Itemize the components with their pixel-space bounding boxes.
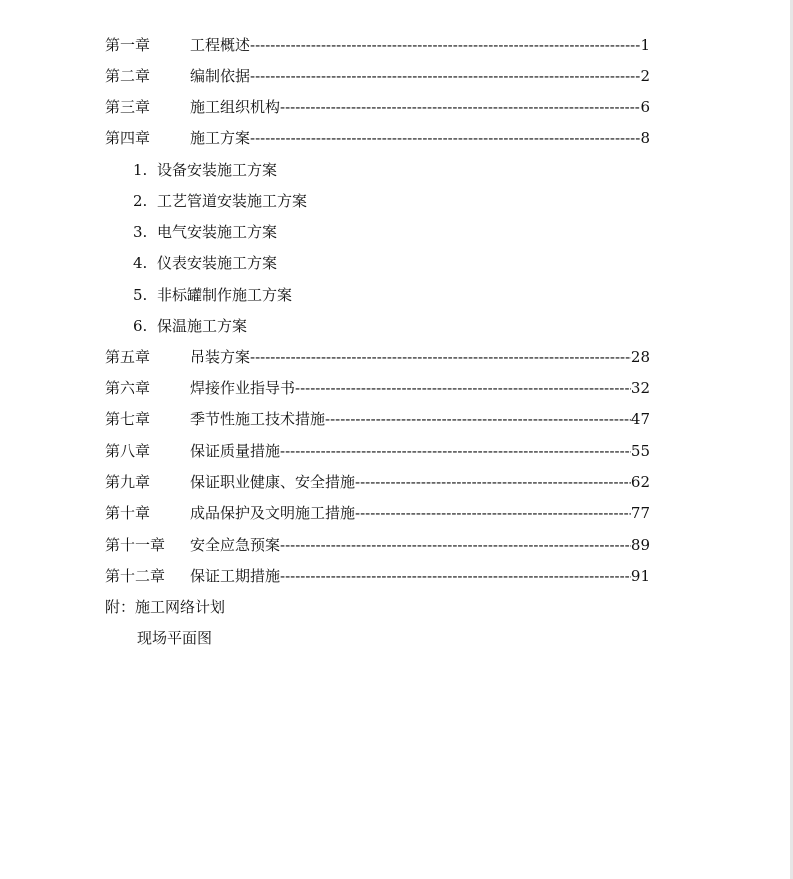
page-number: 2 — [640, 67, 650, 85]
toc-entry[interactable] — [105, 33, 650, 57]
toc-entry[interactable] — [105, 126, 650, 150]
subitem-number: 5. — [133, 286, 148, 304]
chapter-number: 第二章 — [105, 67, 151, 85]
dot-leader — [250, 33, 640, 57]
subitem-title: 非标罐制作施工方案 — [157, 286, 293, 304]
page-number: 55 — [630, 442, 650, 460]
chapter-number: 第八章 — [105, 442, 151, 460]
page-number: 28 — [630, 348, 650, 366]
dot-leader — [295, 376, 631, 400]
toc-subitem[interactable] — [133, 158, 277, 182]
dot-leader — [280, 439, 631, 463]
toc-subitem[interactable] — [133, 314, 247, 338]
dot-leader — [355, 501, 631, 525]
toc-entry[interactable] — [105, 95, 650, 119]
chapter-title: 安全应急预案 — [190, 536, 281, 554]
page-number: 32 — [630, 379, 650, 397]
chapter-number: 第七章 — [105, 410, 151, 428]
page-number: 47 — [630, 410, 650, 428]
page-number: 1 — [640, 36, 650, 54]
subitem-number: 4. — [133, 254, 148, 272]
appendix-line[interactable]: 现场平面图 — [137, 629, 213, 647]
chapter-number: 第九章 — [105, 473, 151, 491]
toc-entry[interactable] — [105, 64, 650, 88]
toc-entry[interactable] — [105, 345, 650, 369]
page-number: 62 — [630, 473, 650, 491]
chapter-title: 施工方案 — [190, 129, 251, 147]
toc-entry[interactable] — [105, 470, 650, 494]
toc-subitem[interactable] — [133, 220, 277, 244]
toc-entry[interactable] — [105, 501, 650, 525]
toc-entry[interactable] — [105, 533, 650, 557]
page-number: 77 — [630, 504, 650, 522]
toc-entry[interactable] — [105, 564, 650, 588]
chapter-title: 保证职业健康、安全措施 — [190, 473, 356, 491]
toc-subitem[interactable] — [133, 283, 292, 307]
toc-subitem[interactable] — [133, 251, 277, 275]
subitem-number: 6. — [133, 317, 148, 335]
chapter-title: 保证质量措施 — [190, 442, 281, 460]
toc-entry[interactable] — [105, 439, 650, 463]
chapter-title: 季节性施工技术措施 — [190, 410, 326, 428]
chapter-title: 保证工期措施 — [190, 567, 281, 585]
chapter-number: 第十章 — [105, 504, 151, 522]
dot-leader — [355, 470, 631, 494]
dot-leader — [250, 64, 640, 88]
toc-entry[interactable] — [105, 376, 650, 400]
dot-leader — [280, 564, 631, 588]
dot-leader — [250, 126, 640, 150]
subitem-title: 保温施工方案 — [157, 317, 248, 335]
subitem-title: 工艺管道安装施工方案 — [157, 192, 308, 210]
toc-subitem[interactable] — [133, 189, 307, 213]
chapter-title: 成品保护及文明施工措施 — [190, 504, 356, 522]
dot-leader — [250, 345, 631, 369]
page-number: 6 — [640, 98, 650, 116]
subitem-title: 设备安装施工方案 — [157, 161, 278, 179]
subitem-number: 3. — [133, 223, 148, 241]
toc-entry[interactable] — [105, 407, 650, 431]
chapter-number: 第一章 — [105, 36, 151, 54]
chapter-number: 第五章 — [105, 348, 151, 366]
subitem-number: 2. — [133, 192, 148, 210]
subitem-title: 电气安装施工方案 — [157, 223, 278, 241]
chapter-number: 第十二章 — [105, 567, 166, 585]
chapter-number: 第四章 — [105, 129, 151, 147]
chapter-title: 编制依据 — [190, 67, 251, 85]
page-number: 91 — [630, 567, 650, 585]
chapter-title: 焊接作业指导书 — [190, 379, 296, 397]
dot-leader — [280, 533, 631, 557]
subitem-number: 1. — [133, 161, 148, 179]
dot-leader — [280, 95, 640, 119]
page-number: 89 — [630, 536, 650, 554]
chapter-title: 吊装方案 — [190, 348, 251, 366]
chapter-number: 第六章 — [105, 379, 151, 397]
page-number: 8 — [640, 129, 650, 147]
appendix-line[interactable]: 附：施工网络计划 — [105, 598, 226, 616]
chapter-number: 第三章 — [105, 98, 151, 116]
chapter-title: 施工组织机构 — [190, 98, 281, 116]
subitem-title: 仪表安装施工方案 — [157, 254, 278, 272]
chapter-title: 工程概述 — [190, 36, 251, 54]
chapter-number: 第十一章 — [105, 536, 166, 554]
dot-leader — [325, 407, 631, 431]
